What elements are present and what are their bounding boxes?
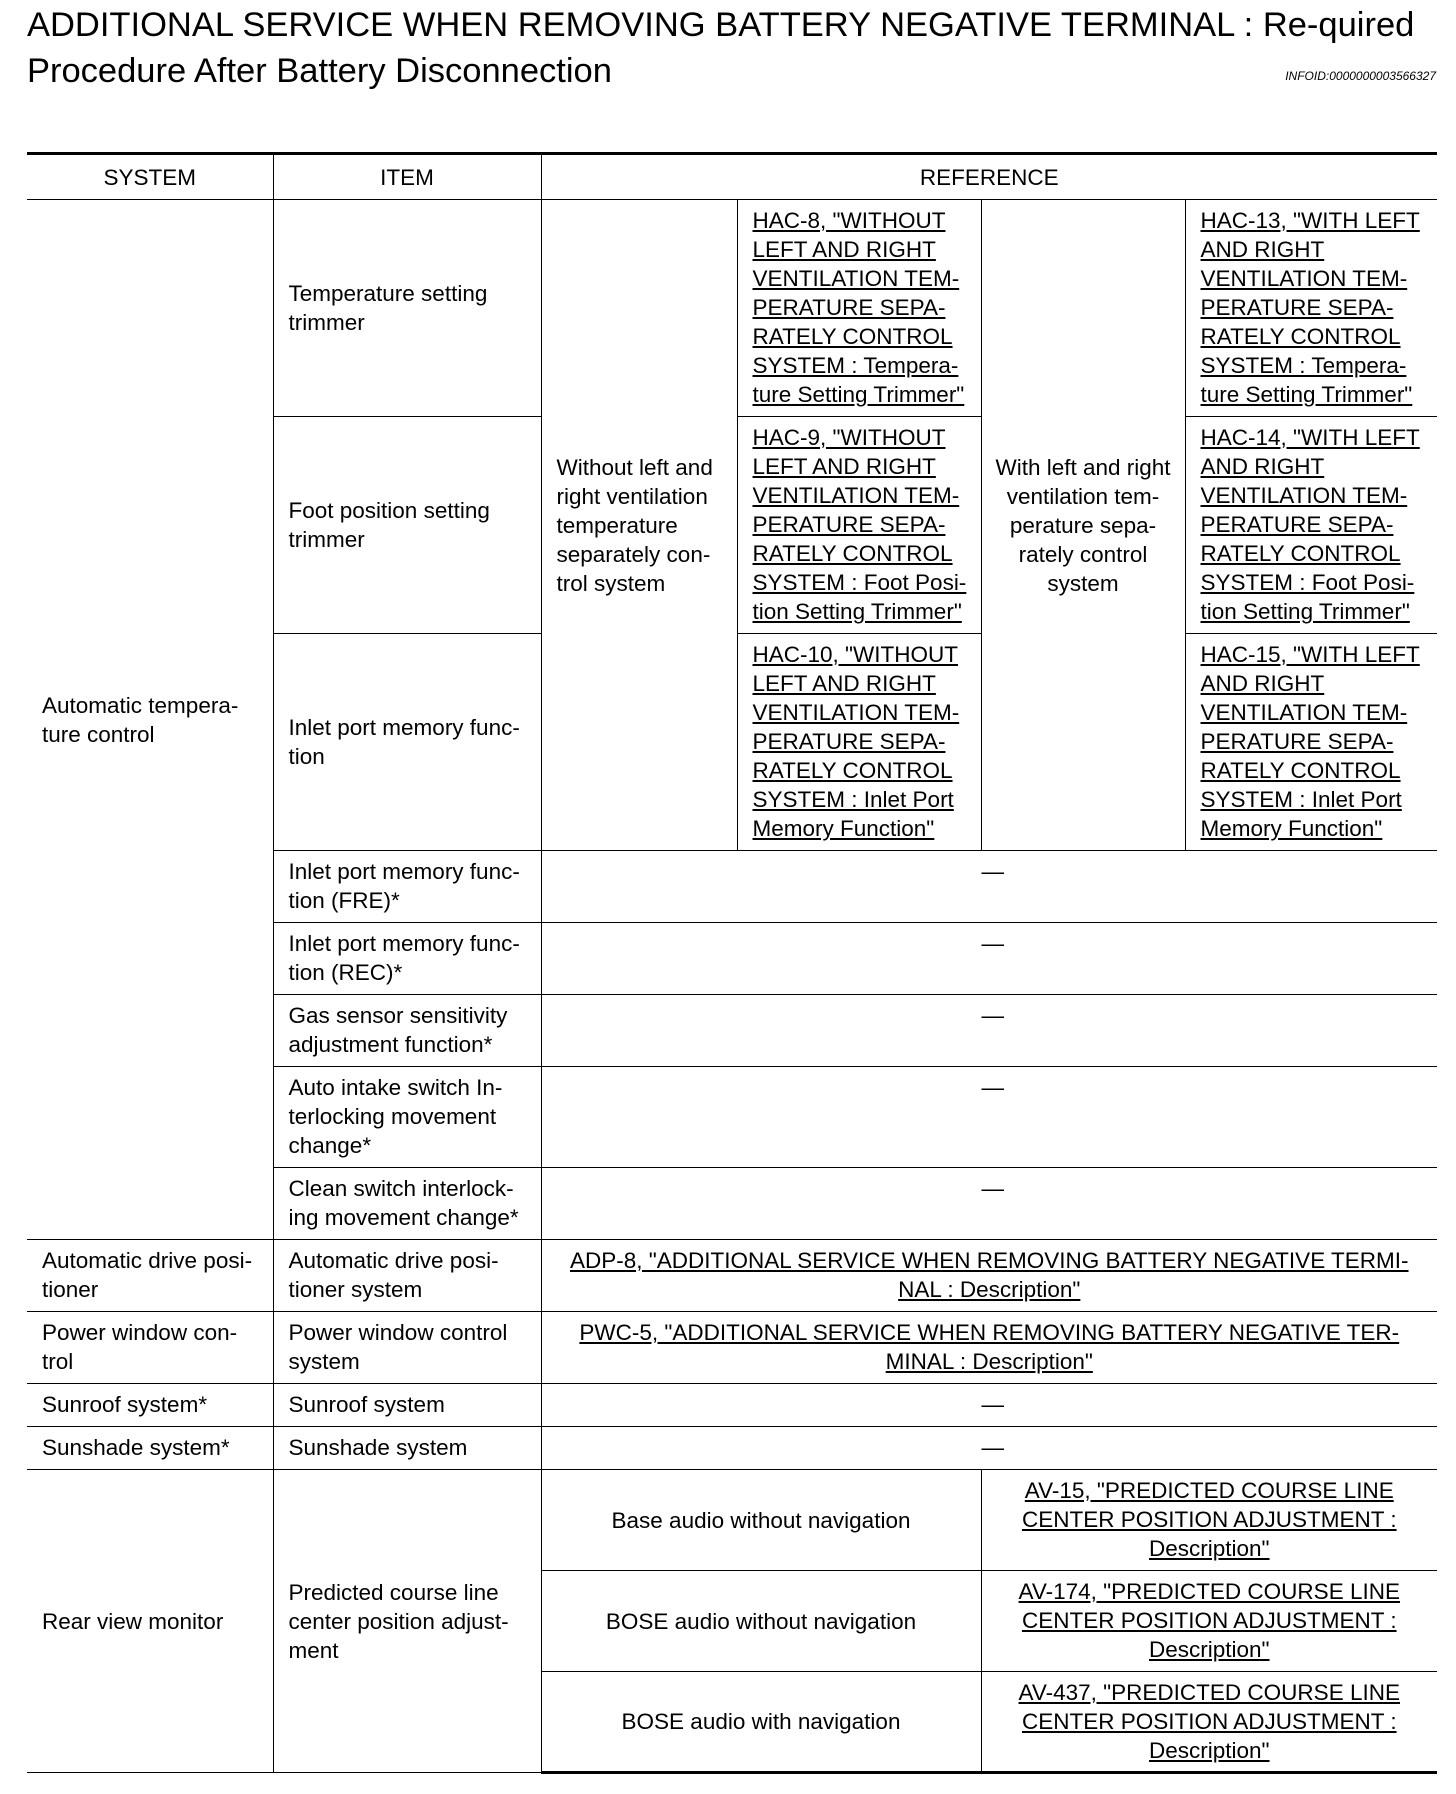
item-cell: Gas sensor sensitivity adjustment function* xyxy=(273,995,541,1067)
table-row xyxy=(27,200,1437,417)
dash-cell: — xyxy=(541,923,1437,995)
item-cell: Sunroof system xyxy=(273,1384,541,1427)
item-cell: Power window control system xyxy=(273,1312,541,1384)
reference-link[interactable]: HAC-8, "WITHOUT LEFT AND RIGHT VENTILATION TEM-PERATURE SEPA-RATELY CONTROL SYSTEM : Tempera-ture Setting Trimmer" xyxy=(737,200,981,417)
audio-cell: BOSE audio with navigation xyxy=(541,1672,981,1773)
reference-link[interactable]: ADP-8, "ADDITIONAL SERVICE WHEN REMOVING BATTERY NEGATIVE TERMI-NAL : Description" xyxy=(541,1240,1437,1312)
col-header-reference: REFERENCE xyxy=(541,154,1437,200)
dash-cell: — xyxy=(541,851,1437,923)
reference-link[interactable]: AV-174, "PREDICTED COURSE LINE CENTER POSITION ADJUSTMENT : Description" xyxy=(981,1571,1437,1672)
table-row xyxy=(27,1312,1437,1384)
col-header-system: SYSTEM xyxy=(27,154,273,200)
item-cell: Inlet port memory func-tion (FRE)* xyxy=(273,851,541,923)
item-cell: Clean switch interlock-ing movement change* xyxy=(273,1168,541,1240)
system-cell: Rear view monitor xyxy=(27,1470,273,1773)
table-row xyxy=(27,1240,1437,1312)
table-row xyxy=(27,1470,1437,1571)
reference-link[interactable]: HAC-9, "WITHOUT LEFT AND RIGHT VENTILATION TEM-PERATURE SEPA-RATELY CONTROL SYSTEM : Foot Posi-tion Setting Trimmer" xyxy=(737,417,981,634)
info-id: INFOID:0000000003566327 xyxy=(1285,69,1436,83)
col-header-item: ITEM xyxy=(273,154,541,200)
page-title: ADDITIONAL SERVICE WHEN REMOVING BATTERY NEGATIVE TERMINAL : Re-quired Procedure After Battery Disconnection xyxy=(27,6,1415,90)
system-cell: Automatic tempera-ture control xyxy=(27,200,273,1240)
dash-cell: — xyxy=(541,1168,1437,1240)
item-cell: Temperature setting trimmer xyxy=(273,200,541,417)
item-cell: Sunshade system xyxy=(273,1427,541,1470)
reference-link[interactable]: PWC-5, "ADDITIONAL SERVICE WHEN REMOVING BATTERY NEGATIVE TER-MINAL : Description" xyxy=(541,1312,1437,1384)
item-cell: Predicted course line center position adjust-ment xyxy=(273,1470,541,1773)
condition-cell: With left and right ventilation tem-perature sepa-rately control system xyxy=(981,200,1185,851)
system-cell: Power window con-trol xyxy=(27,1312,273,1384)
item-cell: Auto intake switch In-terlocking movement change* xyxy=(273,1067,541,1168)
audio-cell: Base audio without navigation xyxy=(541,1470,981,1571)
dash-cell: — xyxy=(541,995,1437,1067)
dash-cell: — xyxy=(541,1384,1437,1427)
reference-table xyxy=(27,152,1437,1774)
reference-link[interactable]: HAC-10, "WITHOUT LEFT AND RIGHT VENTILATION TEM-PERATURE SEPA-RATELY CONTROL SYSTEM : Inlet Port Memory Function" xyxy=(737,634,981,851)
condition-cell: Without left and right ventilation temperature separately con-trol system xyxy=(541,200,737,851)
system-cell: Automatic drive posi-tioner xyxy=(27,1240,273,1312)
item-cell: Inlet port memory func-tion xyxy=(273,634,541,851)
reference-link[interactable]: HAC-15, "WITH LEFT AND RIGHT VENTILATION TEM-PERATURE SEPA-RATELY CONTROL SYSTEM : Inlet Port Memory Function" xyxy=(1185,634,1437,851)
reference-link[interactable]: AV-15, "PREDICTED COURSE LINE CENTER POSITION ADJUSTMENT : Description" xyxy=(981,1470,1437,1571)
dash-cell: — xyxy=(541,1067,1437,1168)
item-cell: Automatic drive posi-tioner system xyxy=(273,1240,541,1312)
table-row xyxy=(27,1427,1437,1470)
item-cell: Foot position setting trimmer xyxy=(273,417,541,634)
table-header-row xyxy=(27,154,1437,200)
table-row xyxy=(27,1384,1437,1427)
item-cell: Inlet port memory func-tion (REC)* xyxy=(273,923,541,995)
reference-link[interactable]: HAC-13, "WITH LEFT AND RIGHT VENTILATION TEM-PERATURE SEPA-RATELY CONTROL SYSTEM : Tempera-ture Setting Trimmer" xyxy=(1185,200,1437,417)
reference-link[interactable]: AV-437, "PREDICTED COURSE LINE CENTER POSITION ADJUSTMENT : Description" xyxy=(981,1672,1437,1773)
audio-cell: BOSE audio without navigation xyxy=(541,1571,981,1672)
reference-link[interactable]: HAC-14, "WITH LEFT AND RIGHT VENTILATION TEM-PERATURE SEPA-RATELY CONTROL SYSTEM : Foot Posi-tion Setting Trimmer" xyxy=(1185,417,1437,634)
dash-cell: — xyxy=(541,1427,1437,1470)
system-cell: Sunroof system* xyxy=(27,1384,273,1427)
system-cell: Sunshade system* xyxy=(27,1427,273,1470)
